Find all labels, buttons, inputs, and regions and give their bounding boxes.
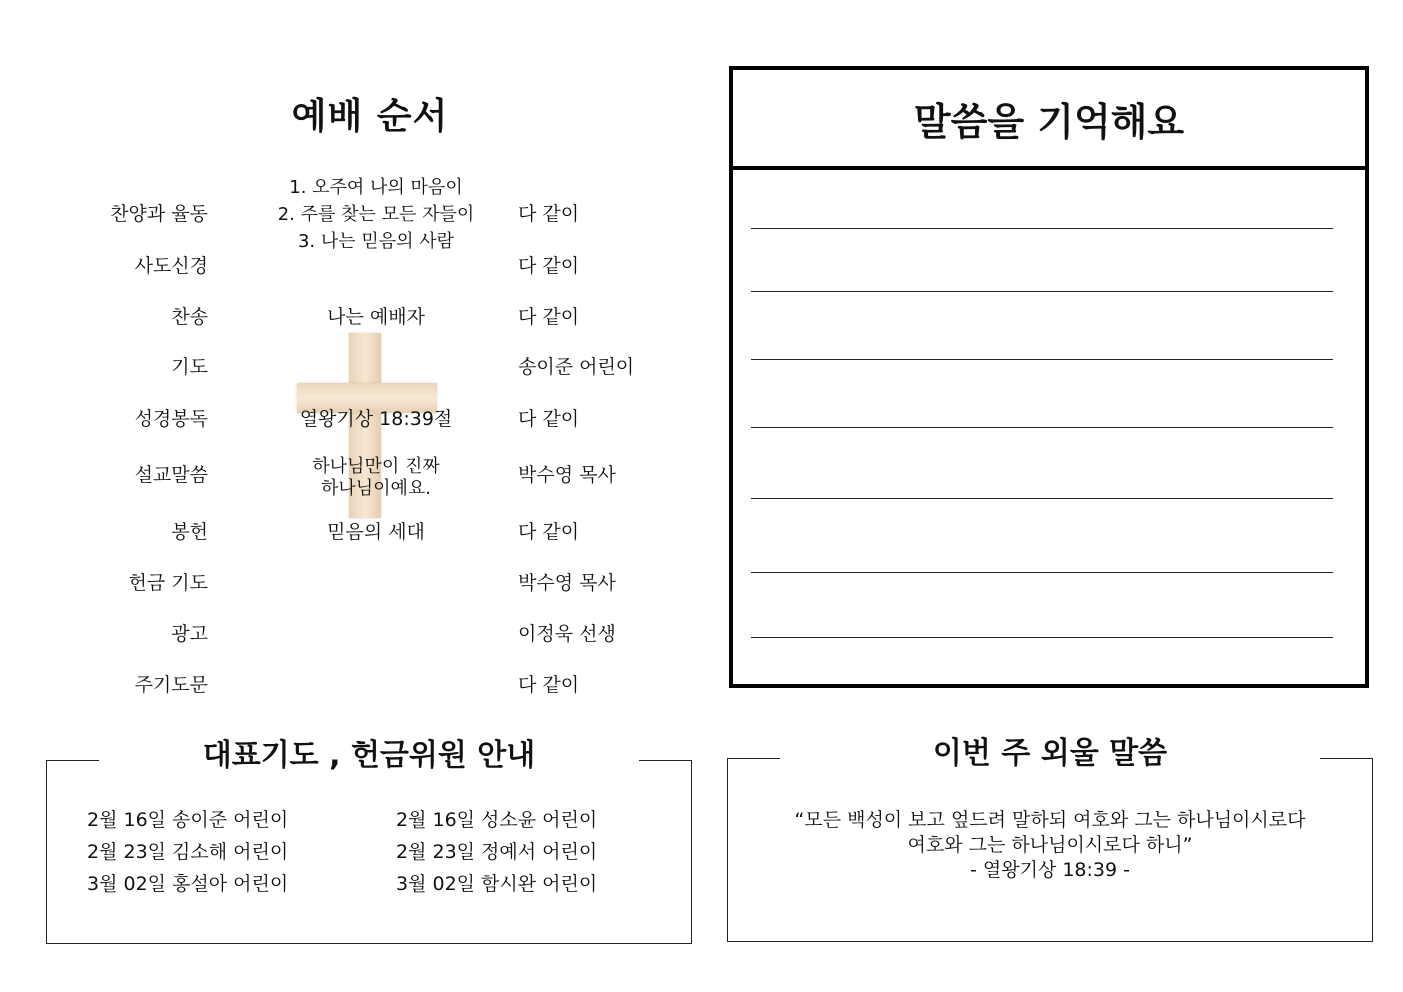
order-row [0,568,700,594]
memory-title: 말씀을 기억해요 [733,70,1365,170]
writing-line[interactable] [751,637,1333,638]
prayer-box [46,738,692,944]
order-label: 봉헌 [171,521,208,543]
sermon-title-line: 하나님만이 진짜 [312,456,440,477]
order-row [0,199,700,225]
order-row [0,670,700,696]
verse-line: 여호와 그는 하나님이시로다 하니” [907,834,1193,856]
verse-box [727,736,1373,942]
order-label: 사도신경 [134,255,208,277]
order-leader: 다 같이 [518,674,580,696]
song-item: 1. 오주여 나의 마음이 [289,177,463,198]
order-row [0,302,700,328]
sermon-title [236,456,516,500]
order-row [0,619,700,645]
prayer-title: 대표기도 , 헌금위원 안내 [202,738,536,773]
order-label: 주기도문 [134,674,208,696]
order-row [0,251,700,277]
order-leader: 다 같이 [518,408,580,430]
offering-entry: 2월 16일 성소윤 어린이 [396,809,598,831]
order-content: 믿음의 세대 [327,521,425,543]
offering-entry: 2월 23일 정예서 어린이 [396,841,598,863]
order-leader: 다 같이 [518,255,580,277]
order-label: 찬송 [171,306,208,328]
order-label: 헌금 기도 [128,572,208,594]
writing-line[interactable] [751,228,1333,229]
order-label: 설교말씀 [134,464,208,486]
memory-box [729,66,1369,688]
verse-title: 이번 주 외울 말씀 [932,736,1168,771]
writing-line[interactable] [751,359,1333,360]
order-leader: 송이준 어린이 [518,356,635,378]
song-item: 2. 주를 찾는 모든 자들이 [277,204,475,225]
offering-entry: 3월 02일 함시완 어린이 [396,873,598,895]
order-row [0,517,700,543]
order-title: 예배 순서 [291,96,449,137]
verse-text [728,808,1372,883]
order-row [0,352,700,378]
order-row [0,404,700,430]
order-leader: 다 같이 [518,203,580,225]
verse-reference: - 열왕기상 18:39 - [969,859,1130,881]
writing-line[interactable] [751,427,1333,428]
writing-line[interactable] [751,572,1333,573]
order-leader: 이정욱 선생 [518,623,616,645]
order-leader: 박수영 목사 [518,572,616,594]
writing-line[interactable] [751,498,1333,499]
order-leader: 박수영 목사 [518,464,616,486]
prayer-entry: 2월 23일 김소해 어린이 [87,841,289,863]
sermon-title-line: 하나님이예요. [320,478,432,499]
order-label: 광고 [171,623,208,645]
order-label: 기도 [171,356,208,378]
order-content: 나는 예배자 [327,306,425,328]
writing-line[interactable] [751,291,1333,292]
order-leader: 다 같이 [518,521,580,543]
prayer-entry: 3월 02일 홍설아 어린이 [87,873,289,895]
order-label: 성경봉독 [134,408,208,430]
verse-line: “모든 백성이 보고 엎드려 말하되 여호와 그는 하나님이시로다 [794,809,1306,831]
song-item: 3. 나는 믿음의 사람 [297,231,455,252]
order-label: 찬양과 율동 [110,203,208,225]
prayer-entry: 2월 16일 송이준 어린이 [87,809,289,831]
order-content: 열왕기상 18:39절 [299,408,453,430]
order-leader: 다 같이 [518,306,580,328]
